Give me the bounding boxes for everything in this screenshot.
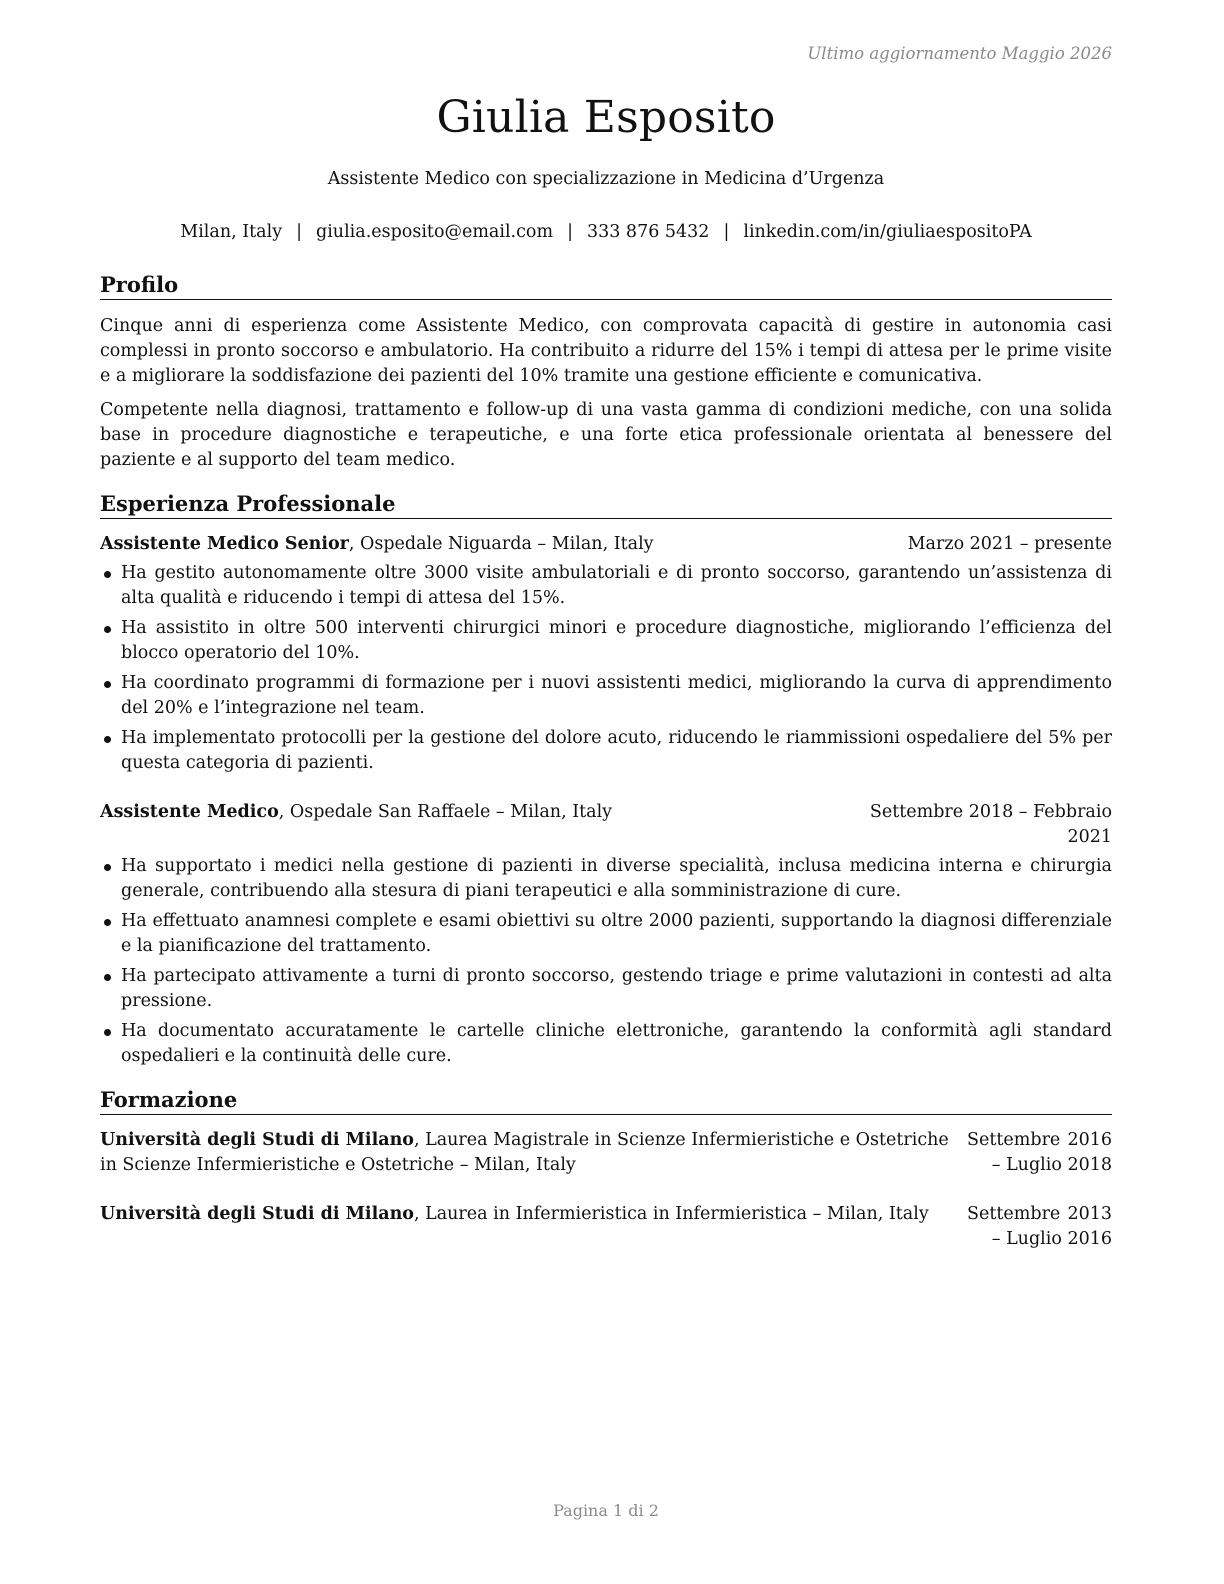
education-dates: Settembre 2016 – Luglio 2018 <box>967 1130 1112 1175</box>
education-dates: Settembre 2013 – Luglio 2016 <box>967 1204 1112 1249</box>
education-degree: , Laurea in Infermieristica in Infermieristica – Milan, Italy <box>413 1204 929 1224</box>
contact-separator: | <box>567 222 573 242</box>
job-dates: Settembre 2018 – Febbraio 2021 <box>869 802 1112 847</box>
job-organization: , Ospedale Niguarda – Milan, Italy <box>348 534 654 554</box>
job-bullets <box>100 854 1112 1069</box>
experience-item <box>100 800 1112 1074</box>
education-title <box>100 1202 1112 1227</box>
list-item: Ha documentato accuratamente le cartelle cliniche elettroniche, garantendo la conformità agli standard ospedalieri e la continuità delle cure. <box>100 1019 1112 1069</box>
contact-separator: | <box>723 222 730 242</box>
education-title <box>100 1128 1112 1178</box>
contact-phone: 333 876 5432 <box>586 222 710 242</box>
job-role: Assistente Medico Senior <box>100 534 349 554</box>
experience-item <box>100 532 1112 781</box>
resume-page <box>100 0 1112 1584</box>
profile-paragraph: Competente nella diagnosi, trattamento e follow-up di una vasta gamma di condizioni mediche, con una solida base in procedure diagnostiche e terapeutiche, e una forte etica professionale orientata al benessere del paziente e al supporto del team medico. <box>100 400 1112 470</box>
experience-header <box>100 800 1112 847</box>
list-item: Ha effettuato anamnesi complete e esami obiettivi su oltre 2000 pazienti, supportando la diagnosi differenziale e la pianificazione del trattamento. <box>100 909 1112 959</box>
contact-linkedin[interactable]: linkedin.com/in/giuliaespositoPA <box>743 222 1032 242</box>
contact-location: Milan, Italy <box>180 222 283 242</box>
education-row <box>100 1128 1112 1178</box>
contact-line <box>100 218 1112 246</box>
job-role: Assistente Medico <box>100 802 279 822</box>
list-item: Ha gestito autonomamente oltre 3000 visite ambulatoriali e di pronto soccorso, garantendo un’assistenza di alta qualità e riducendo i tempi di attesa del 15%. <box>100 561 1112 611</box>
profile-section <box>100 314 1112 473</box>
list-item: Ha supportato i medici nella gestione di pazienti in diverse specialità, inclusa medicina interna e chirurgia generale, contribuendo alla stesura di piani terapeutici e alla somministrazione di cure. <box>100 854 1112 904</box>
contact-separator: | <box>296 222 302 242</box>
contact-email[interactable]: giulia.esposito@email.com <box>316 222 554 242</box>
education-item <box>100 1128 1112 1178</box>
page-number: Pagina 1 di 2 <box>553 1501 659 1520</box>
job-bullets <box>100 561 1112 776</box>
section-title-education: Formazione <box>100 1086 1112 1115</box>
education-row <box>100 1202 1112 1249</box>
job-dates: Marzo 2021 – presente <box>907 534 1112 554</box>
section-title-experience: Esperienza Professionale <box>100 490 1112 519</box>
last-updated: Ultimo aggiornamento Maggio 2026 <box>807 44 1112 63</box>
list-item: Ha partecipato attivamente a turni di pronto soccorso, gestendo triage e prime valutazioni in contesti ad alta pressione. <box>100 964 1112 1014</box>
list-item: Ha coordinato programmi di formazione per i nuovi assistenti medici, migliorando la curva di apprendimento del 20% e l’integrazione nel team. <box>100 671 1112 721</box>
candidate-headline: Assistente Medico con specializzazione in Medicina d’Urgenza <box>327 169 885 189</box>
list-item: Ha assistito in oltre 500 interventi chirurgici minori e procedure diagnostiche, migliorando l’efficienza del blocco operatorio del 10%. <box>100 616 1112 666</box>
education-item <box>100 1202 1112 1249</box>
candidate-name: Giulia Esposito <box>436 92 776 143</box>
job-organization: , Ospedale San Raffaele – Milan, Italy <box>278 802 613 822</box>
section-title-profile: Profilo <box>100 271 1112 300</box>
experience-header <box>100 532 1112 557</box>
education-degree: , Laurea Magistrale in Scienze Infermieristiche e Ostetriche in Scienze Infermieristiche e Ostetriche – Milan, Italy <box>100 1130 949 1175</box>
profile-paragraph: Cinque anni di esperienza come Assistente Medico, con comprovata capacità di gestire in autonomia casi complessi in pronto soccorso e ambulatorio. Ha contribuito a ridurre del 15% i tempi di attesa per le prime visite e a migliorare la soddisfazione dei pazienti del 10% tramite una gestione efficiente e comunicativa. <box>100 316 1112 386</box>
education-school: Università degli Studi di Milano <box>100 1130 414 1150</box>
list-item: Ha implementato protocolli per la gestione del dolore acuto, riducendo le riammissioni ospedaliere del 5% per questa categoria di pazienti. <box>100 726 1112 776</box>
education-school: Università degli Studi di Milano <box>100 1204 414 1224</box>
